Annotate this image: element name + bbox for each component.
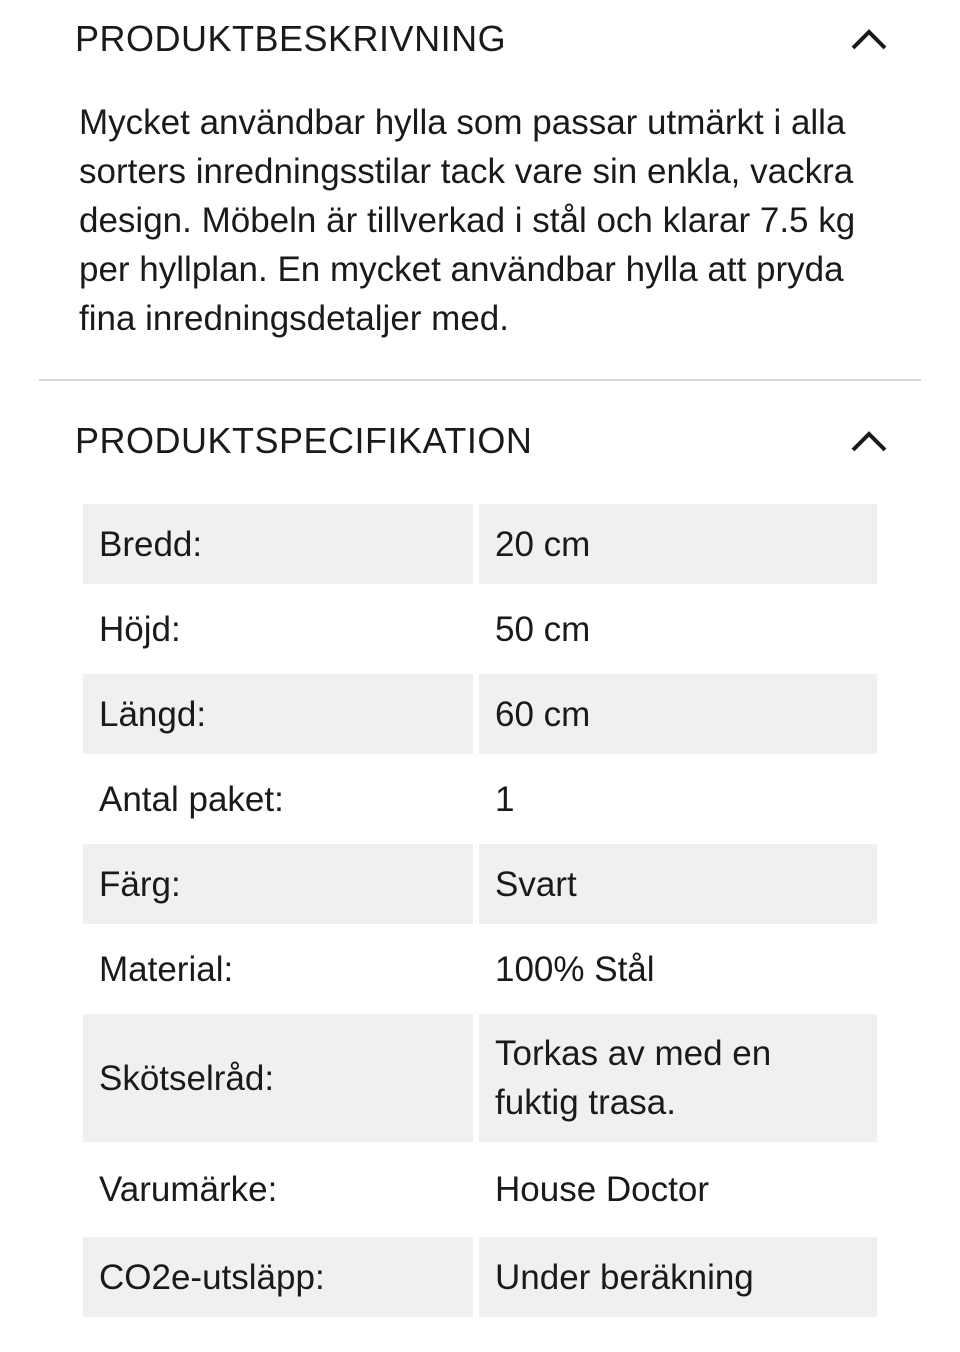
spec-value: 60 cm: [479, 674, 877, 754]
description-section-header[interactable]: [75, 18, 888, 60]
spec-row: [83, 759, 877, 839]
spec-label: Skötselråd:: [83, 1014, 473, 1142]
chevron-up-icon[interactable]: [850, 20, 888, 58]
spec-row: [83, 504, 877, 584]
spec-label: Antal paket:: [99, 779, 284, 819]
spec-value: 20 cm: [479, 504, 877, 584]
spec-row: [83, 844, 877, 924]
spec-value: Torkas av med en fuktig trasa.: [479, 1014, 877, 1142]
spec-label: Material:: [99, 949, 234, 989]
spec-section-title: PRODUKTSPECIFIKATION: [75, 420, 533, 461]
section-divider: [39, 379, 921, 381]
spec-label: Bredd:: [83, 504, 473, 584]
spec-value: 1: [495, 779, 515, 819]
spec-label: Färg:: [83, 844, 473, 924]
product-description-text: Mycket användbar hylla som passar utmärkt i alla sorters inredningsstilar tack vare sin enkla, vackra design. Möbeln är tillverkad i stål och klarar 7.5 kg per hyllplan. En mycket användbar hylla att pryda fina inredningsdetaljer med.: [79, 103, 856, 338]
spec-row: [83, 589, 877, 669]
spec-row: [83, 1014, 877, 1142]
spec-row: [83, 1147, 877, 1232]
description-section-title: PRODUKTBESKRIVNING: [75, 18, 507, 59]
spec-value: Svart: [479, 844, 877, 924]
spec-value: House Doctor: [495, 1170, 709, 1209]
spec-label: Längd:: [83, 674, 473, 754]
chevron-up-icon[interactable]: [850, 422, 888, 460]
spec-row: [83, 1237, 877, 1317]
spec-value: 100% Stål: [495, 949, 655, 989]
spec-row: [83, 929, 877, 1009]
spec-label: CO2e-utsläpp:: [83, 1237, 473, 1317]
spec-section-header[interactable]: [75, 420, 888, 462]
spec-label: Varumärke:: [99, 1170, 278, 1209]
spec-label: Höjd:: [99, 609, 181, 649]
spec-value: Under beräkning: [479, 1237, 877, 1317]
spec-row: [83, 674, 877, 754]
spec-value: 50 cm: [495, 609, 591, 649]
spec-table: [83, 504, 877, 1317]
